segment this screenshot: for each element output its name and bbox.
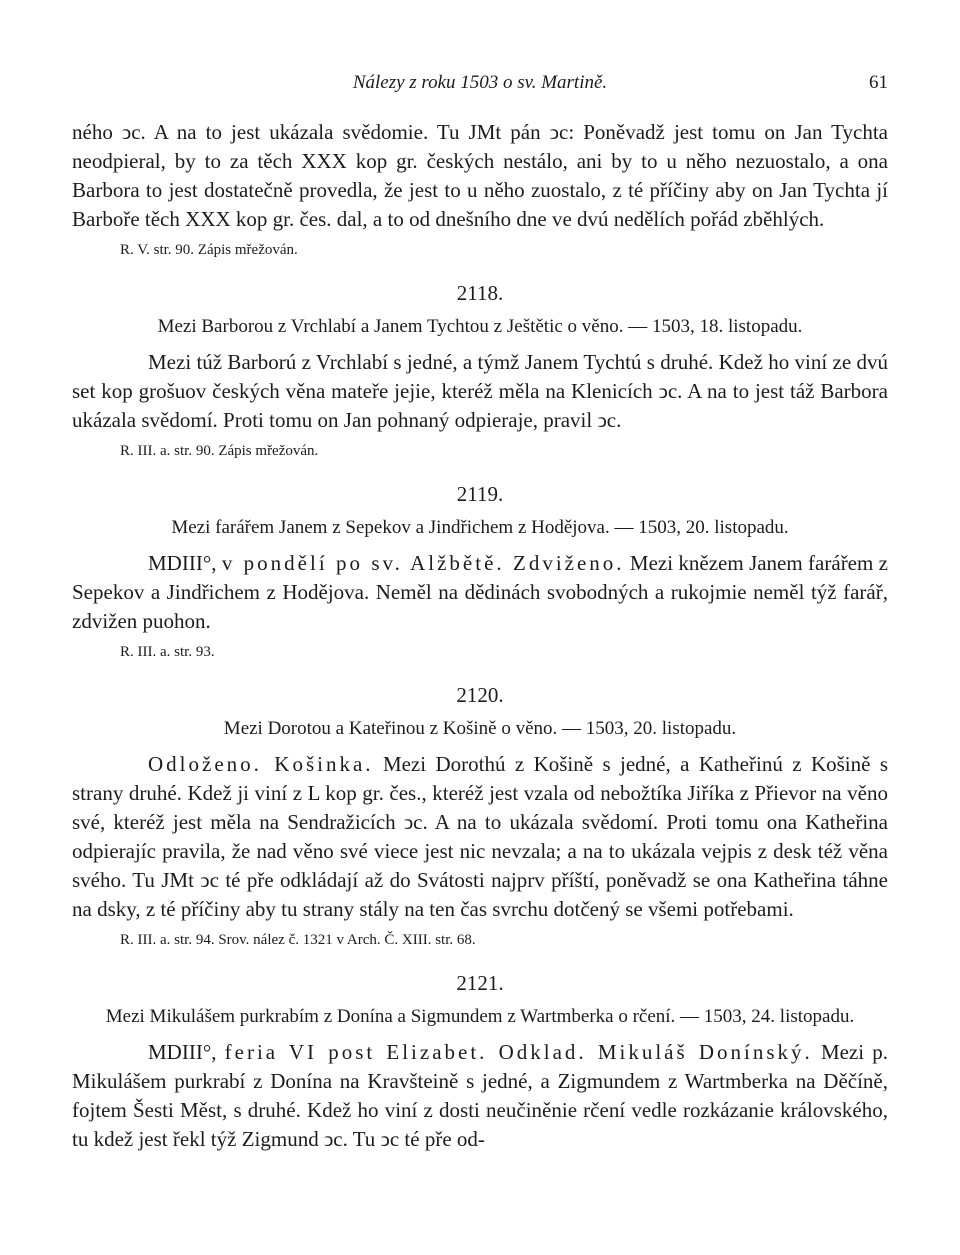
entry-number: 2121.	[456, 971, 504, 995]
source-reference: R. III. a. str. 93.	[120, 644, 215, 660]
entry-body: Mezi knězem Janem farářem z Sepekov a Jindřichem z Hodějova. Neměl na dědinách svobodných a rukojmie neměl týž farář, zdvižen puohon.	[72, 551, 889, 633]
entry-body: Mezi Dorothú z Košině s jedné, a Katheřinú z Košině s strany druhé. Kdež ji viní z L kop gr. čes., kteréž jest vzala od nebožtíka Jiříka z Přievor na věno své, kteréž jest měla na Sendražicích ͻc. A na to ukázala svědomí. Proti tomu ona Katheřina odpierajíc pravila, že nad věno své viece jest nic nevzala; a na to ukázala vejpis z desk též věna svého. Tu JMt ͻc té pře odkládají až do Svátosti najprv příští, poněvadž se ona Katheřina táhne na dsky, z té příčiny aby tu strany stály na ten čas svrchu dotčený se všemi potřebami.	[72, 752, 889, 921]
entry-spaced-heading: feria VI post Elizabet. Odklad. Mikuláš Donínský.	[224, 1040, 813, 1064]
source-reference: R. III. a. str. 94. Srov. nález č. 1321 v Arch. Č. XIII. str. 68.	[120, 932, 476, 948]
entry-lead: MDIII°,	[148, 1040, 217, 1064]
source-reference: R. V. str. 90. Zápis mřežován.	[120, 242, 298, 258]
entry-title: Mezi Dorotou a Kateřinou z Košině o věno. — 1503, 20. listopadu.	[223, 718, 737, 739]
entry-2120	[72, 682, 888, 950]
page-header	[0, 72, 960, 96]
entry-title: Mezi Mikulášem purkrabím z Donína a Sigmundem z Wartmberka o rčení. — 1503, 24. listopadu.	[105, 1006, 855, 1027]
entry-2121	[72, 970, 888, 1154]
page-number: 61	[869, 72, 888, 93]
entry-spaced-heading: v pondělí po sv. Alžbětě. Zdviženo.	[221, 551, 625, 575]
page-content	[72, 118, 888, 1154]
running-title: Nálezy z roku 1503 o sv. Martině.	[352, 72, 608, 93]
entry-text: Mezi túž Barború z Vrchlabí s jedné, a týmž Janem Tychtú s druhé. Kdež ho viní ze dvú set kop grošuov českých věna mateře jejie, kteréž měla na Klenicích ͻc. A na to jest táž Barbora ukázala svědomí. Proti tomu on Jan pohnaný odpieraje, pravil ͻc.	[72, 350, 888, 432]
entry-text	[72, 549, 888, 636]
entry-2119	[72, 481, 888, 662]
entry-number: 2120.	[456, 683, 504, 707]
entry-body: Mezi p. Mikulášem purkrabí z Donína na Kravšteině s jedné, a Zigmundem z Wartmberka na Děčíně, fojtem Šesti Měst, s druhé. Kdež ho viní z dosti neučiněnie rčení vedle rozkázanie královského, tu kdež jest řekl týž Zigmund ͻc. Tu ͻc té pře od-	[72, 1040, 889, 1151]
entry-text	[72, 750, 888, 924]
entry-title: Mezi farářem Janem z Sepekov a Jindřichem z Hodějova. — 1503, 20. listopadu.	[171, 517, 789, 538]
continued-paragraph: ného ͻc. A na to jest ukázala svědomie. Tu JMt pán ͻc: Poněvadž jest tomu on Jan Tychta neodpieral, by to za těch XXX kop gr. českých nestálo, ani by to u něho nezuostalo, a ona Barbora to jest dostatečně provedla, že jest to u něho zuostalo, z té příčiny aby on Jan Tychta jí Barboře těch XXX kop gr. čes. dal, a to od dnešního dne ve dvú nedělích pořád zběhlých.	[72, 120, 888, 231]
entry-lead: MDIII°,	[148, 551, 217, 575]
entry-title: Mezi Barborou z Vrchlabí a Janem Tychtou z Ještětic o věno. — 1503, 18. listopadu.	[157, 316, 803, 337]
entry-number: 2119.	[456, 482, 504, 506]
entry-2118	[72, 280, 888, 461]
entry-number: 2118.	[456, 281, 504, 305]
entry-text	[72, 1038, 888, 1154]
entry-spaced-heading: Odloženo. Košinka.	[148, 752, 374, 776]
source-reference: R. III. a. str. 90. Zápis mřežován.	[120, 443, 319, 459]
